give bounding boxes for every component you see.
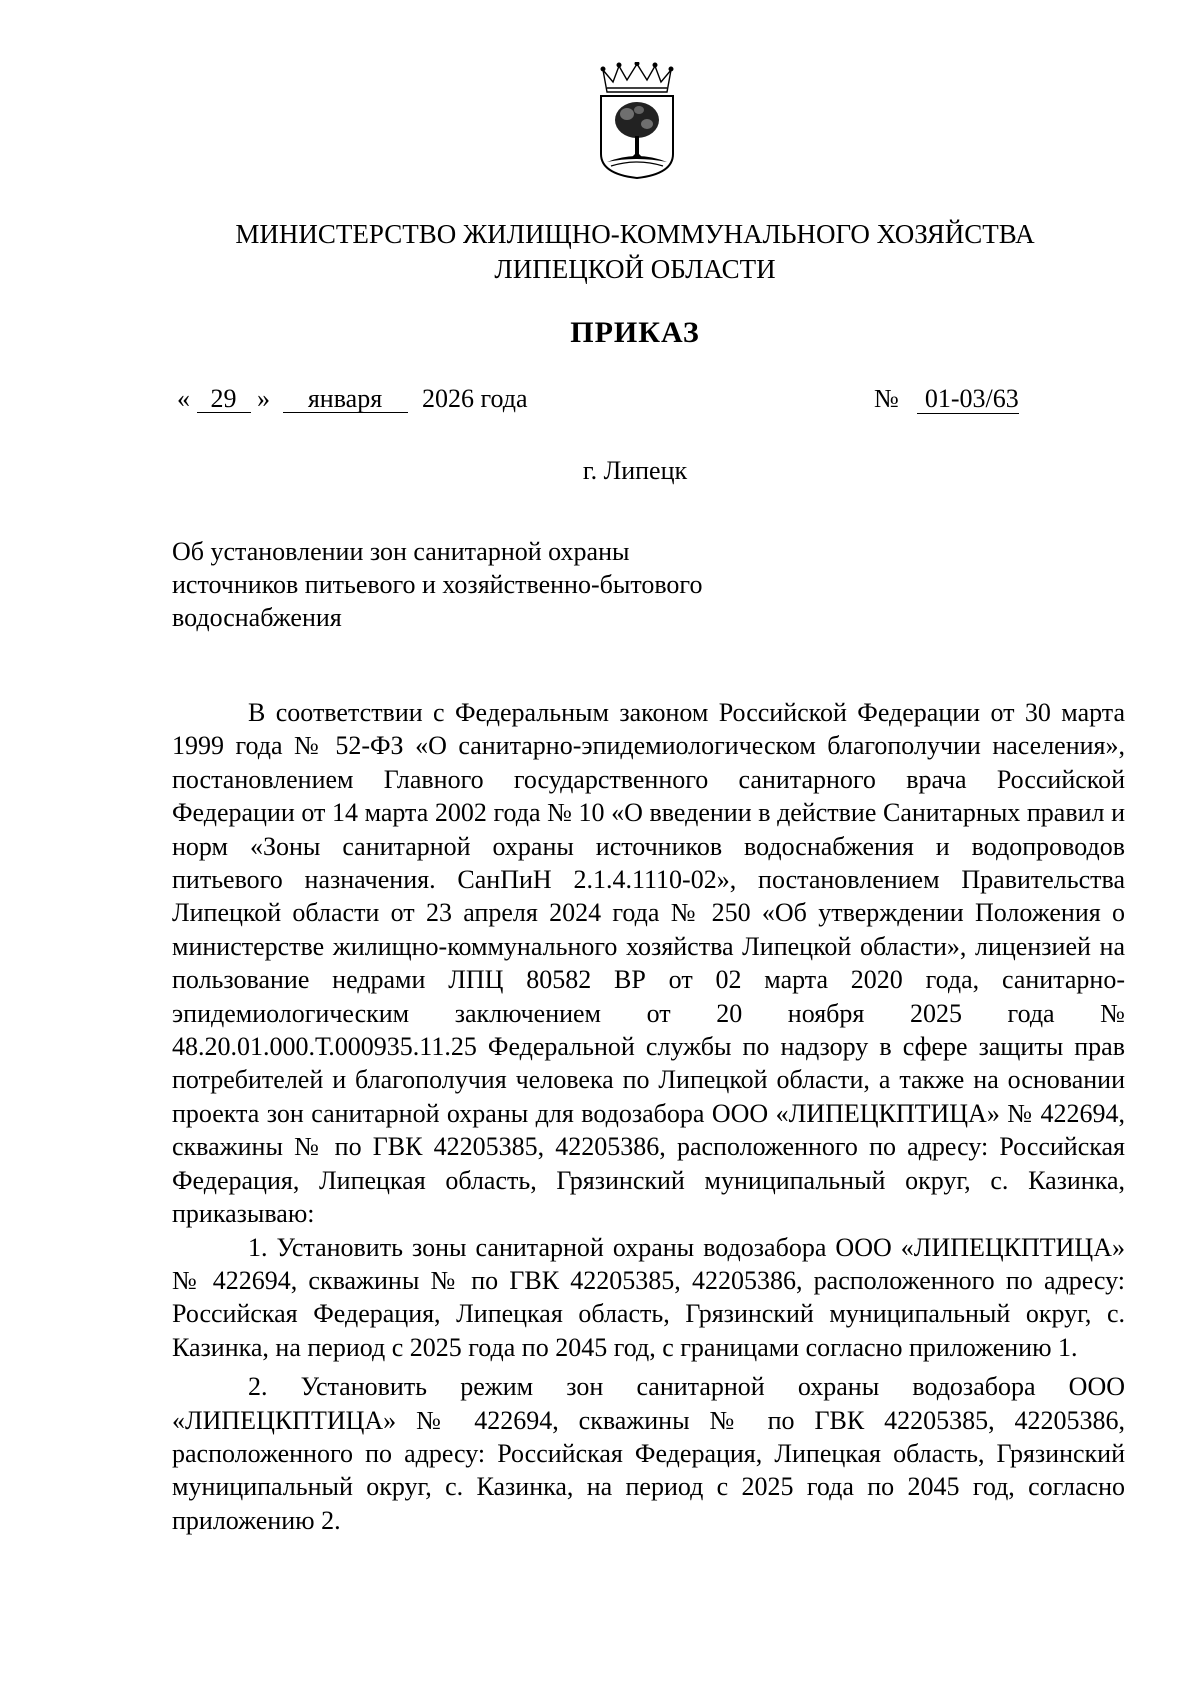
order-number [874, 384, 1019, 414]
subject-line3: водоснабжения [172, 603, 342, 632]
number-sign: № [874, 384, 899, 413]
coat-of-arms-emblem [597, 62, 677, 180]
order-date [177, 384, 528, 414]
item-2-paragraph: 2. Установить режим зон санитарной охраны водозабора ООО «ЛИПЕЦКПТИЦА» № 422694, скважины № по ГВК 42205385, 42205386, расположенного по адресу: Российская Федерация, Липецкая область, Грязинский муниципальный округ, с. Казинка, на период с 2025 года по 2045 год, согласно приложению 2. [172, 1372, 1125, 1535]
subject-line1: Об установлении зон санитарной охраны [172, 537, 630, 566]
number-value: 01-03/63 [917, 384, 1019, 414]
city-name: г. Липецк [582, 456, 688, 485]
ministry-name [0, 217, 1200, 287]
document-type-title: ПРИКАЗ [570, 316, 700, 349]
preamble-paragraph: В соответствии с Федеральным законом Российской Федерации от 30 марта 1999 года № 52-ФЗ «О санитарно-эпидемиологическом благополучии населения», постановлением Главного государственного санитарного врача Российской Федерации от 14 марта 2002 года № 10 «О введении в действие Санитарных правил и норм «Зоны санитарной охраны источников водоснабжения и водопроводов питьевого назначения. СанПиН 2.1.4.1110-02», постановлением Правительства Липецкой области от 23 апреля 2024 года № 250 «Об утверждении Положения о министерстве жилищно-коммунального хозяйства Липецкой области», лицензией на пользование недрами ЛПЦ 80582 ВР от 02 марта 2020 года, санитарно-эпидемиологическим заключением от 20 ноября 2025 года № 48.20.01.000.Т.000935.11.25 Федеральной службы по надзору в сфере защиты прав потребителей и благополучия человека по Липецкой области, а также на основании проекта зон санитарной охраны для водозабора ООО «ЛИПЕЦКПТИЦА» № 422694, скважины № по ГВК 42205385, 42205386, расположенного по адресу: Российская Федерация, Липецкая область, Грязинский муниципальный округ, с. Казинка, приказываю: [172, 698, 1125, 1229]
date-open-quote: « [177, 384, 190, 413]
ministry-name-line2: ЛИПЕЦКОЙ ОБЛАСТИ [494, 254, 776, 284]
order-subject [172, 535, 792, 634]
item-1-paragraph: 1. Установить зоны санитарной охраны водозабора ООО «ЛИПЕЦКПТИЦА» № 422694, скважины № по ГВК 42205385, 42205386, расположенного по адресу: Российская Федерация, Липецкая область, Грязинский муниципальный округ, с. Казинка, на период с 2025 года по 2045 год, с границами согласно приложению 1. [172, 1232, 1125, 1362]
subject-line2: источников питьевого и хозяйственно-бытового [172, 570, 703, 599]
date-day: 29 [197, 386, 251, 413]
date-month: января [283, 386, 408, 413]
date-close-quote: » [257, 384, 270, 413]
date-year: 2026 года [422, 384, 528, 413]
order-body [172, 696, 1125, 1537]
ministry-name-line1: МИНИСТЕРСТВО ЖИЛИЩНО-КОММУНАЛЬНОГО ХОЗЯЙСТВА [235, 219, 1035, 249]
